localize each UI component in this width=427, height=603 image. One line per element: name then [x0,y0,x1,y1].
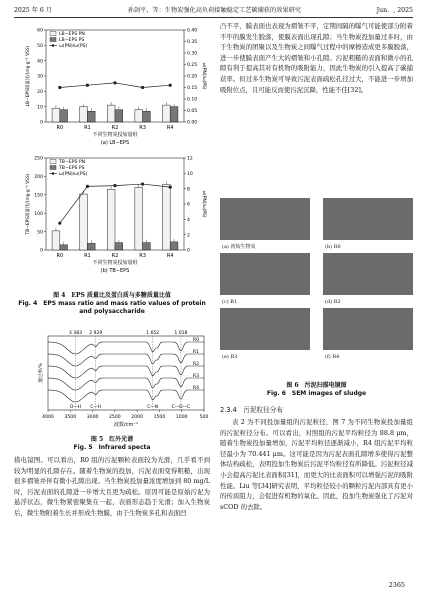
ratio-marker [58,86,61,89]
left-paragraph: 措电镜图。可以看出，R0 组的污泥颗粒表面较为光滑，几乎看不到较为明显的孔隙存在。随着生物炭的投加，污泥表面变得粗糙，出现很多褶皱并伴有微小孔隙出现。当生物炭投加量浓度增加到 80 mg/L 时，污泥表面的孔隙进一步增大且更为疏松。原因可能是原始污泥为悬浮状态，微生物紧密聚集在一起，表面形态趋于光滑；加入生物炭后，微生物附着生长并形成生物膜，由于生物炭多孔和表面凹 [14,456,210,517]
x-tick-label: 3000 [86,415,99,420]
bar-pn [80,107,88,122]
x-tick-label: R1 [84,125,91,131]
bar-pn [52,231,60,250]
series-label: R0 [192,338,199,343]
sem-label: (f) R4 [325,354,340,360]
peak-label: 3 383 [68,331,83,336]
y2-tick-label: 2 [187,233,190,239]
y2-tick-label: 0.25 [187,63,198,69]
bar-ps [143,111,151,122]
x-tick-label: 500 [199,415,209,420]
header-title: 孙剑平，等：生物炭强化高负荷接触稳定工艺碳捕获的效果研究 [127,7,301,14]
x-tick-label: R4 [166,253,174,259]
y-tick-label: 200 [34,175,43,181]
y-tick-label: 60 [37,28,43,34]
right-paragraph: 凸不平，膜表面也表现为褶皱不平，定期间隔的曝气可能使部分附着不牢的膜发生脱落，使膜表面出现孔隙；当生物炭投加量过多时，由于生物炭的团聚以及生物炭之间曝气过程中的摩擦造成更多膜脱落，进一步使膜表面产生大的褶皱和小孔隙。污泥粗糙的表面和微小的孔隙有利于提高其对有机物的吸附能力，因此生物炭的引入提高了碳捕获率。但过多生物炭可导致污泥表面疏松孔径过大，不能进一步增加吸附位点，且可能反而使污泥沉降，性能不佳[32]。 [220,22,413,94]
ratio-marker [113,81,116,84]
legend-label: TB−EPS PS [59,166,85,171]
y2-tick-label: 0.35 [187,40,198,46]
y-axis-label: 透过率/% [39,363,44,383]
bar-pn [107,189,115,250]
ratio-marker [86,84,89,87]
sem-panel-d [323,253,413,305]
fig4-caption-cn: 图 4 EPS 质量比及蛋白质与多糖质量比值 [53,292,171,299]
y2-tick-label: 10 [187,172,193,178]
sem-panel-e [220,308,310,360]
sem-label: (d) R2 [325,299,341,305]
figure-4 [14,22,210,287]
sem-panel-b [323,198,413,250]
ratio-marker [113,184,116,187]
legend-marker [52,44,55,47]
legend-swatch [50,32,56,36]
bar-ps [115,243,123,250]
bar-ps [60,110,68,122]
legend-swatch [50,166,56,170]
legend-label: LB−EPS PS [59,38,85,43]
y-axis-label: TB−EPS质量比/(mg·g⁻¹ VSS) [26,173,31,235]
y-tick-label: 0 [40,248,43,254]
y2-tick-label: 4 [187,218,190,224]
x-axis-label: 不同生物炭投加量组 [92,132,138,138]
y-tick-label: 250 [34,156,43,162]
fig5-caption-cn: 图 5 红外光谱 [90,436,134,443]
bar-pn [135,187,143,250]
y-tick-label: 0 [40,120,43,126]
bond-label: C—H [90,405,102,410]
y-tick-label: 20 [37,90,43,96]
x-tick-label: 4000 [42,415,54,420]
fig4-caption-en: Fig. 4 EPS mass ratio and mass ratio values of protein and polysaccharide [18,300,206,315]
series-label: R1 [192,350,199,355]
spectrum-line [48,342,204,354]
bar-pn [80,194,88,250]
x-tick-label: 2000 [131,415,143,420]
bar-pn [135,110,143,122]
figure-5 [14,322,210,434]
legend-swatch [50,38,56,42]
y2-tick-label: 0 [187,248,190,254]
x-tick-label: R3 [139,125,146,131]
series-label: R4 [192,386,199,391]
legend-label: LB−EPS PN [59,32,85,37]
bar-ps [143,243,151,250]
bar-ps [60,245,68,250]
fig5-caption [14,436,210,452]
header-date-en: Jun．, 2025 [376,7,413,14]
spectrum-line [48,378,204,390]
sem-label: (b) R0 [325,244,341,250]
spectrum-line [48,366,204,378]
y-axis-label: LB−EPS质量比/(mg·g⁻¹ VSS) [26,45,31,107]
y-tick-label: 10 [37,105,43,111]
x-tick-label: 1500 [153,415,166,420]
legend-label: TB−EPS PN [59,160,86,165]
series-label: R2 [192,362,199,367]
ratio-marker [169,186,172,189]
bar-ps [170,107,178,122]
chart-panel-0 [24,28,207,146]
peak-label: 1 018 [174,331,188,336]
legend [49,31,88,49]
fig6-caption-cn: 图 6 污泥扫描电镜图 [286,382,347,389]
x-tick-label: R2 [111,253,119,259]
right-paragraph-2: 表 2 为不同投加量组的污泥粒径，图 7 为不同生物炭投加量组的污泥粒径分布。可以看出，对照组的污泥平均粒径为 88.8 μm，随着生物炭投加量增加，污泥平均粒径逐渐减小，R4 组污泥平均粒径最小为 70.441 μm。这可能是因为污泥表面孔隙增多使得污泥整体结构疏松，表明投加生物炭后污泥平均粒径有所降低。污泥粒径减小会提高污泥比表面积[31]，而更大的比表面积可以增强污泥的吸附性能。Liu 等[34]研究表明，平均粒径较小的颗粒污泥内部具有更小的传质阻力，会促进有机物的氧化。因此，投加生物炭强化了污泥对 sCOD 的去除。 [220,418,413,511]
fig4-caption [14,292,210,316]
y2-tick-label: 0.10 [187,97,198,103]
bond-label: C—N [147,405,159,410]
ratio-marker [86,185,89,188]
sem-label: (a) 初始生物炭 [222,244,256,250]
sem-label: (c) R1 [222,299,238,305]
bond-label: C—O—C [171,405,191,410]
page-number: 2365 [388,581,405,589]
bar-ps [87,111,95,122]
sem-panel-c [220,253,310,305]
bar-pn [162,105,170,122]
bar-ps [87,243,95,250]
peak-label: 1 652 [146,331,160,336]
y-tick-label: 100 [34,211,43,217]
y2-tick-label: 12 [187,156,193,162]
panel-label: (a) LB−EPS [100,140,130,146]
y2-axis-label: ω(PN)/ω(PS) [201,190,206,218]
fig5-caption-en: Fig. 5 Infrared specta [73,444,151,451]
legend-swatch [50,160,56,164]
legend [49,159,88,177]
fig6-caption-en: Fig. 6 SEM images of sludge [266,390,367,397]
ratio-marker [169,84,172,87]
y2-tick-label: 0.00 [187,120,198,126]
panel-label: (b) TB−EPS [100,268,130,274]
running-header [14,5,413,18]
x-tick-label: 3500 [64,415,77,420]
section-heading: 2.3.4 污泥粒径分布 [220,406,283,414]
bar-ps [170,242,178,250]
spectrum-line [48,390,204,402]
x-tick-label: R0 [56,253,64,259]
y2-tick-label: 0.20 [187,74,198,80]
y2-tick-label: 0.40 [187,28,198,34]
ratio-marker [58,222,61,225]
x-tick-label: R0 [56,125,64,131]
y-tick-label: 150 [34,193,43,199]
legend-label: ω(PN)/ω(PS) [59,172,88,177]
bar-ps [115,110,123,122]
y-tick-label: 30 [37,74,43,80]
legend-marker [52,172,55,175]
y2-tick-label: 0.05 [187,109,198,115]
x-axis-label: 不同生物炭投加量组 [92,260,138,266]
y-tick-label: 50 [37,44,43,50]
y2-tick-label: 6 [187,202,190,208]
sem-label: (e) R3 [222,354,238,360]
spectrum-line [48,354,204,366]
ratio-marker [141,86,144,89]
chart-panel-1 [24,156,207,274]
sem-panel-a [220,198,310,250]
y2-tick-label: 8 [187,187,190,193]
x-tick-label: R2 [111,125,119,131]
x-tick-label: R4 [166,125,174,131]
ratio-marker [141,182,144,185]
y2-tick-label: 0.30 [187,51,198,57]
y-tick-label: 50 [37,230,43,236]
x-tick-label: R3 [139,253,146,259]
x-tick-label: R1 [84,253,91,259]
bar-pn [52,108,60,122]
y2-axis-label: ω(PN)/ω(PS) [201,62,206,90]
x-tick-label: 2500 [109,415,121,420]
x-tick-label: 1000 [175,415,188,420]
y2-tick-label: 0.15 [187,86,198,92]
peak-label: 2 929 [89,331,103,336]
bar-pn [162,184,170,250]
y-tick-label: 40 [37,59,43,65]
sem-panel-f [323,308,413,360]
fig6-caption [220,382,413,398]
header-date: 2025 年 6 月 [14,7,52,14]
series-label: R3 [192,374,199,379]
figure-6 [220,198,413,366]
bar-pn [107,105,115,122]
x-axis-label: 波数/cm⁻¹ [114,422,138,428]
legend-label: ω(PN)/ω(PS) [59,44,88,49]
bond-label: O—H [69,405,82,410]
